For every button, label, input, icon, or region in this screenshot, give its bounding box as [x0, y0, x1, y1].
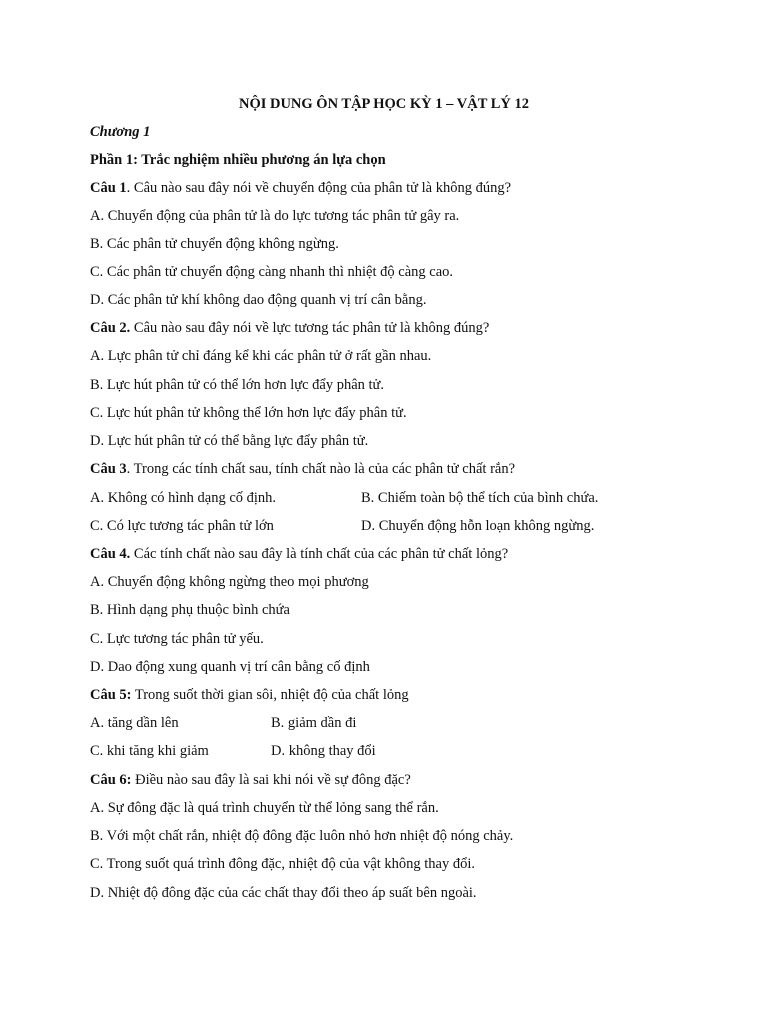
question-text: Trong suốt thời gian sôi, nhiệt độ của chất lỏng [131, 687, 409, 703]
question-label: Câu 2. [90, 320, 131, 336]
answer-option: D. không thay đổi [271, 743, 376, 759]
answer-option: A. Chuyển động không ngừng theo mọi phương [90, 574, 369, 590]
answer-option: D. Chuyển động hỗn loạn không ngừng. [361, 518, 595, 534]
answer-option: C. Lực tương tác phân tử yếu. [90, 631, 264, 647]
answer-option: A. Không có hình dạng cố định. [90, 490, 277, 506]
question-5 [90, 686, 409, 704]
answer-option: D. Lực hút phân tử có thể bằng lực đẩy phân tử. [90, 433, 369, 449]
question-1 [90, 179, 511, 197]
question-label: Câu 4. [90, 546, 131, 562]
answer-option: C. khi tăng khi giảm [90, 743, 209, 759]
answer-option: B. giảm dần đi [271, 715, 357, 731]
answer-option: D. Dao động xung quanh vị trí cân bằng cố định [90, 659, 370, 675]
answer-option: A. tăng dần lên [90, 715, 179, 731]
question-label: Câu 3 [90, 461, 127, 477]
question-label: Câu 6: [90, 772, 132, 788]
answer-option: A. Lực phân tử chỉ đáng kể khi các phân tử ở rất gần nhau. [90, 348, 432, 364]
answer-option: A. Chuyển động của phân tử là do lực tương tác phân tử gây ra. [90, 208, 460, 224]
question-label: Câu 1 [90, 180, 127, 196]
question-2 [90, 319, 489, 337]
answer-option: B. Các phân tử chuyển động không ngừng. [90, 236, 339, 252]
answer-option: D. Các phân tử khí không dao động quanh vị trí cân bằng. [90, 292, 427, 308]
answer-option: D. Nhiệt độ đông đặc của các chất thay đổi theo áp suất bên ngoài. [90, 885, 477, 901]
question-text: Điều nào sau đây là sai khi nói về sự đông đặc? [131, 772, 411, 788]
answer-option: C. Có lực tương tác phân tử lớn [90, 518, 274, 534]
chapter-heading: Chương 1 [90, 124, 151, 140]
answer-option: B. Lực hút phân tử có thể lớn hơn lực đẩy phân tử. [90, 377, 385, 393]
question-text: Các tính chất nào sau đây là tính chất của các phân tử chất lỏng? [130, 546, 509, 562]
answer-option: C. Các phân tử chuyển động càng nhanh thì nhiệt độ càng cao. [90, 264, 454, 280]
question-text: . Trong các tính chất sau, tính chất nào là của các phân tử chất rắn? [126, 461, 516, 477]
answer-option: B. Hình dạng phụ thuộc bình chứa [90, 602, 290, 618]
document-title: NỘI DUNG ÔN TẬP HỌC KỲ 1 – VẬT LÝ 12 [238, 96, 530, 112]
answer-option: B. Với một chất rắn, nhiệt độ đông đặc luôn nhỏ hơn nhiệt độ nóng chảy. [90, 828, 514, 844]
answer-option: C. Trong suốt quá trình đông đặc, nhiệt độ của vật không thay đổi. [90, 856, 476, 872]
question-6 [90, 771, 411, 789]
answer-option: B. Chiếm toàn bộ thể tích của bình chứa. [361, 490, 599, 506]
section-heading: Phần 1: Trắc nghiệm nhiều phương án lựa chọn [90, 152, 386, 168]
answer-option: A. Sự đông đặc là quá trình chuyển từ thể lỏng sang thể rắn. [90, 800, 439, 816]
question-text: Câu nào sau đây nói về lực tương tác phân tử là không đúng? [130, 320, 490, 336]
question-text: . Câu nào sau đây nói về chuyển động của phân tử là không đúng? [126, 180, 512, 196]
question-label: Câu 5: [90, 687, 132, 703]
answer-option: C. Lực hút phân tử không thể lớn hơn lực đẩy phân tử. [90, 405, 407, 421]
question-4 [90, 545, 508, 563]
question-3 [90, 460, 515, 478]
